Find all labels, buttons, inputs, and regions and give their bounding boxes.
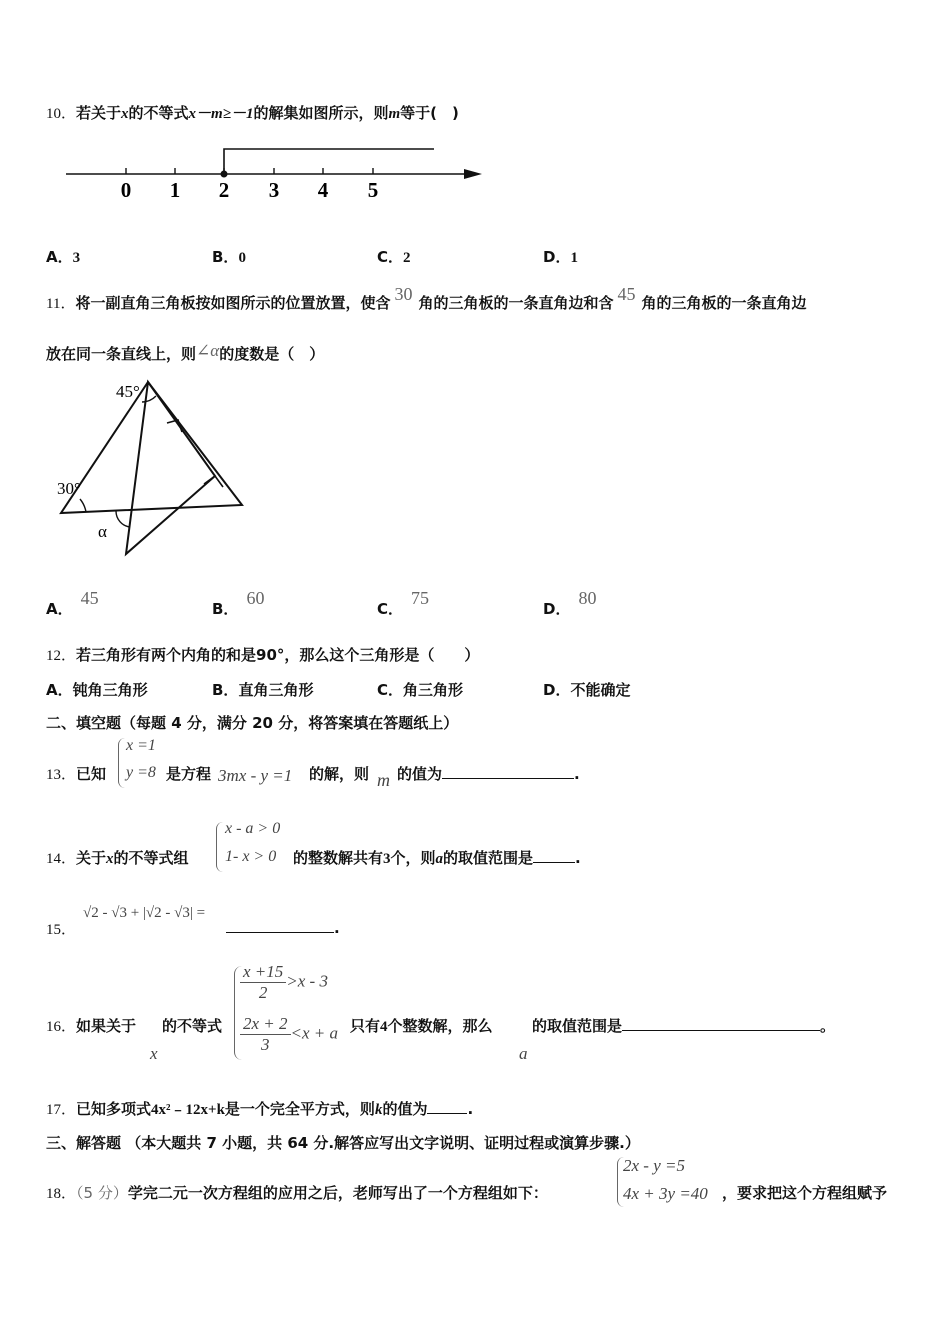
- q11-option-a[interactable]: A．45: [46, 588, 99, 618]
- q16-inequality-2: $\frac{2x + 2}{3}$ <x + a: [240, 1014, 338, 1055]
- q16-number: 16．: [46, 1019, 77, 1035]
- q13-system-line2: y =8: [126, 764, 156, 781]
- q11-triangle-figure: [50, 372, 250, 562]
- number-line-arrow: [464, 169, 482, 179]
- q12-option-b[interactable]: B．直角三角形: [212, 681, 314, 699]
- angle-30-value: 30: [394, 284, 413, 304]
- q15-answer-blank[interactable]: [226, 918, 334, 933]
- q13-number: 13．: [46, 767, 77, 783]
- tick-label-2: 2: [218, 178, 230, 202]
- q10-option-d[interactable]: D．1: [543, 248, 578, 266]
- q10-option-c[interactable]: C．2: [377, 248, 411, 266]
- q12-number: 12．: [46, 648, 77, 664]
- q18-stem-pre: 18．（5 分）学完二元一次方程组的应用之后，老师写出了一个方程组如下：: [46, 1184, 548, 1202]
- tick-label-0: 0: [120, 178, 132, 202]
- q14-stem-pre: 14．关于x的不等式组: [46, 849, 189, 867]
- q10-number: 10．: [46, 106, 77, 122]
- q14-system-brace: [216, 822, 223, 872]
- q18-stem-post: ，要求把这个方程组赋予: [722, 1184, 888, 1202]
- q16-inequality-1: $\frac{x +15}{2}$ >x - 3: [240, 962, 328, 1003]
- q13-system-brace: [118, 738, 125, 788]
- q15-number: 15．: [46, 922, 77, 938]
- q15-answer: .: [226, 918, 340, 937]
- q17-stem: 17．已知多项式4x²﹣12x+k是一个完全平方式，则k的值为 .: [46, 1100, 474, 1118]
- label-alpha: α: [98, 522, 107, 541]
- q13-end: 的值为 .: [397, 765, 580, 783]
- label-30-degree: 30°: [57, 479, 81, 498]
- angle-alpha-symbol: ∠α: [196, 341, 220, 360]
- q11-stem-line1: 11．将一副直角三角板按如图所示的位置放置，使含 30 角的三角板的一条直角边和含 45 角的三角板的一条直角边: [46, 284, 807, 312]
- q13-post: 的解，则: [309, 765, 370, 783]
- solid-endpoint-dot: [221, 171, 228, 178]
- q10-number-line: [60, 140, 490, 210]
- q16-var-x: x: [150, 1044, 158, 1063]
- q15-number-line: [46, 918, 76, 939]
- q13-var-m: m: [377, 770, 390, 790]
- angle-45-arc: [142, 396, 156, 402]
- q11-option-b[interactable]: B．60: [212, 588, 265, 618]
- right-angle-mark-upper: [167, 420, 182, 432]
- q12-option-a[interactable]: A．钝角三角形: [46, 681, 148, 699]
- q16-post: 只有4个整数解，那么: [350, 1017, 493, 1035]
- q14-answer-blank[interactable]: [533, 848, 575, 863]
- q14-system-line1: x - a > 0: [225, 820, 281, 837]
- q17-answer-blank[interactable]: [427, 1099, 467, 1114]
- tick-label-5: 5: [367, 178, 379, 202]
- q17-polynomial: 4x²﹣12x+k: [151, 1102, 225, 1118]
- q16-mid: 的不等式: [162, 1017, 223, 1035]
- q11-number: 11．: [46, 296, 76, 312]
- tick-label-4: 4: [317, 178, 329, 202]
- q13-system-line1: x =1: [126, 737, 156, 754]
- q13-answer-blank[interactable]: [442, 764, 574, 779]
- q16-answer-blank[interactable]: [622, 1016, 820, 1031]
- triangle-30: [126, 382, 215, 554]
- q18-system-line2: 4x + 3y =40: [623, 1184, 708, 1203]
- q13-equation: 3mx - y =1: [218, 766, 293, 785]
- q14-number: 14．: [46, 851, 77, 867]
- q13-mid: 是方程: [166, 765, 212, 783]
- q14-system-line2: 1- x > 0: [225, 848, 277, 865]
- tick-label-1: 1: [169, 178, 181, 202]
- tick-label-3: 3: [268, 178, 280, 202]
- q15-expression: √2 - √3 + |√2 - √3| =: [83, 905, 206, 921]
- section-2-heading: 二、填空题（每题 4 分，满分 20 分，将答案填在答题纸上）: [46, 714, 459, 732]
- q11-option-d[interactable]: D．80: [543, 588, 597, 618]
- angle-45-value: 45: [617, 284, 636, 304]
- q11-stem-line2: 放在同一条直线上，则∠α的度数是（ ）: [46, 341, 325, 363]
- q17-number: 17．: [46, 1102, 77, 1118]
- q13-number-pre: 13．已知: [46, 765, 107, 783]
- q16-var-a: a: [519, 1044, 528, 1063]
- q10-option-a[interactable]: A．3: [46, 248, 81, 266]
- q11-option-c[interactable]: C．75: [377, 588, 430, 618]
- angle-alpha-arc: [116, 511, 130, 527]
- q10-option-b[interactable]: B．0: [212, 248, 246, 266]
- q14-stem-post: 的整数解共有3个，则a的取值范围是 .: [293, 849, 581, 867]
- q12-stem: 12．若三角形有两个内角的和是90°，那么这个三角形是（ ）: [46, 646, 480, 664]
- q18-system-line1: 2x - y =5: [623, 1156, 685, 1175]
- q16-stem-pre: 16．如果关于: [46, 1017, 137, 1035]
- q12-option-d[interactable]: D．不能确定: [543, 681, 631, 699]
- section-3-heading: 三、解答题 （本大题共 7 小题，共 64 分.解答应写出文字说明、证明过程或演算步骤.）: [46, 1134, 640, 1152]
- q10-stem: 10．若关于x的不等式x－m≥－1的解集如图所示，则m等于( ): [46, 104, 459, 122]
- triangle-45: [61, 382, 242, 513]
- q10-expression: x－m≥－1: [188, 106, 254, 122]
- q12-option-c[interactable]: C．角三角形: [377, 681, 464, 699]
- solution-set-ray: [224, 149, 434, 174]
- q16-end: 的取值范围是 。: [532, 1017, 836, 1035]
- label-45-degree: 45°: [116, 382, 140, 401]
- q18-number: 18．: [46, 1186, 77, 1202]
- angle-30-arc: [80, 499, 86, 512]
